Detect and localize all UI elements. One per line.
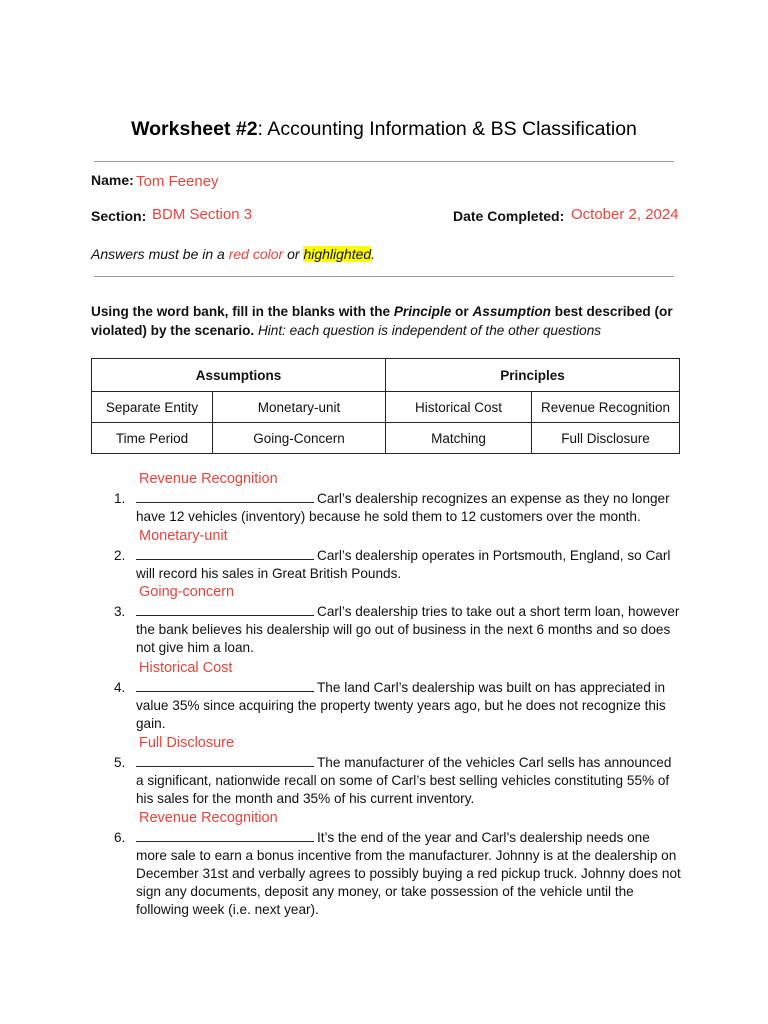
question-body [136, 547, 681, 583]
question-number: 1. [114, 491, 126, 506]
instr-hint: Hint: each question is independent of the other questions [254, 323, 602, 338]
question-answer: Full Disclosure [139, 735, 235, 751]
date-value: October 2, 2024 [571, 206, 679, 223]
word-bank-cell: Historical Cost [386, 392, 532, 423]
question-text: It’s the end of the year and Carl’s dealership needs one more sale to earn a bonus incentive from the manufacturer. Johnny is at the dealership on December 31st and verbally agrees to possibly buying a red pickup truck. Johnny does not sign any documents, deposit any money, or take possession of the vehicle until the following week (i.e. next year). [136, 830, 681, 917]
note-text-3: . [371, 246, 376, 262]
question-text: Carl’s dealership tries to take out a short term loan, however the bank believes his dealership will go out of business in the next 6 months and so does not give him a loan. [136, 604, 680, 655]
question-number: 4. [114, 680, 126, 695]
answer-blank [136, 829, 314, 842]
section-value: BDM Section 3 [152, 206, 253, 223]
question-body [136, 490, 681, 526]
question-text: The land Carl’s dealership was built on has appreciated in value 35% since acquiring the property twenty years ago, but he does not recognize this gain. [136, 680, 666, 731]
name-label: Name: [91, 172, 134, 188]
question-answer: Going-concern [139, 584, 235, 600]
page-title [0, 118, 768, 141]
answer-blank [136, 754, 314, 767]
question-text: Carl’s dealership operates in Portsmouth, England, so Carl will record his sales in Great British Pounds. [136, 548, 671, 581]
question-body [136, 603, 681, 657]
divider-bottom [94, 276, 674, 277]
question-number: 5. [114, 755, 126, 770]
question-text: Carl’s dealership recognizes an expense as they no longer have 12 vehicles (inventory) because he sold them to 12 customers over the month. [136, 491, 670, 524]
note-red-text: red color [228, 246, 284, 262]
instr-principle: Principle [393, 304, 452, 319]
word-bank-cell: Revenue Recognition [532, 392, 680, 423]
answer-blank [136, 490, 314, 503]
section-label: Section: [91, 208, 147, 224]
word-bank-cell: Matching [386, 423, 532, 454]
question-body [136, 829, 681, 919]
instr-part-1: Using the word bank, fill in the blanks with the [91, 304, 394, 319]
instr-part-3: best described (or violated) by the scenario. [91, 304, 673, 338]
answer-blank [136, 603, 314, 616]
answer-blank [136, 679, 314, 692]
note-text-2: or [283, 246, 304, 262]
answer-format-note [91, 246, 375, 262]
word-bank-row [92, 392, 680, 423]
word-bank-table [91, 358, 680, 454]
header-assumptions: Assumptions [92, 359, 386, 392]
word-bank-header-row [92, 359, 680, 392]
answer-blank [136, 547, 314, 560]
instr-part-2: or [451, 304, 473, 319]
question-answer: Monetary-unit [139, 528, 228, 544]
question-body [136, 679, 681, 733]
title-bold: Worksheet #2 [131, 118, 258, 140]
word-bank-cell: Monetary-unit [213, 392, 386, 423]
note-highlighted-text: highlighted [303, 246, 372, 262]
note-text-1: Answers must be in a [91, 246, 229, 262]
header-principles: Principles [386, 359, 680, 392]
date-label: Date Completed: [453, 208, 565, 224]
question-number: 3. [114, 604, 126, 619]
question-answer: Historical Cost [139, 660, 233, 676]
question-number: 6. [114, 830, 126, 845]
name-value: Tom Feeney [136, 173, 219, 190]
question-answer: Revenue Recognition [139, 471, 278, 487]
instr-assumption: Assumption [472, 304, 551, 319]
question-number: 2. [114, 548, 126, 563]
divider-top [94, 161, 674, 162]
title-rest: : Accounting Information & BS Classification [257, 118, 637, 140]
word-bank-row [92, 423, 680, 454]
word-bank-cell: Going-Concern [213, 423, 386, 454]
word-bank-cell: Time Period [92, 423, 213, 454]
question-text: The manufacturer of the vehicles Carl sells has announced a significant, nationwide recall on some of Carl’s best selling vehicles constituting 55% of his sales for the month and 35% of his current inventory. [136, 755, 672, 806]
word-bank-cell: Separate Entity [92, 392, 213, 423]
instructions [91, 302, 681, 340]
question-answer: Revenue Recognition [139, 810, 278, 826]
question-body [136, 754, 681, 808]
word-bank-cell: Full Disclosure [532, 423, 680, 454]
